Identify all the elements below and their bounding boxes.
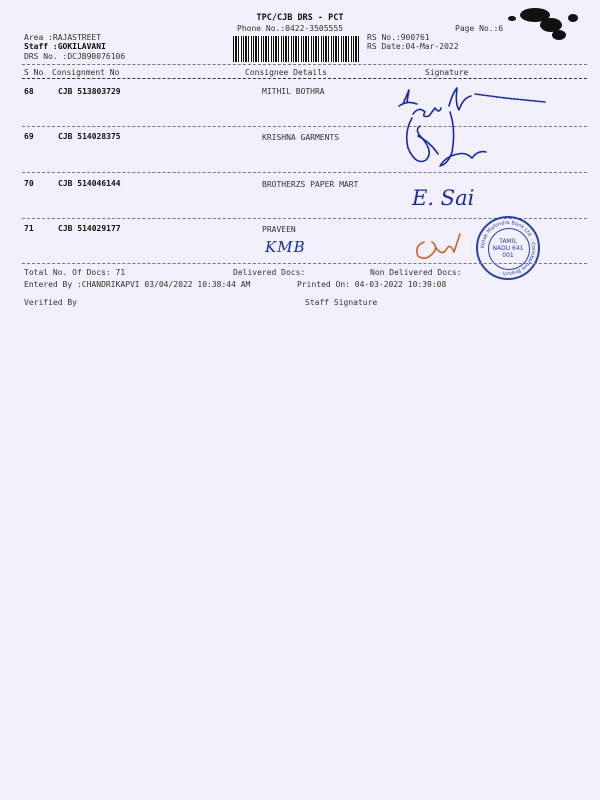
area-label: Area :RAJASTREET (24, 33, 102, 42)
rs-date: RS Date:04-Mar-2022 (367, 42, 459, 51)
stamp-center-text: TAMIL NADU 641 001 (492, 238, 524, 259)
total-docs: Total No. Of Docs: 71 (24, 268, 126, 277)
printed-on: Printed On: 04-03-2022 10:39:08 (297, 280, 447, 289)
stamp-ring-text: Kotak Mahindra Bank Ltd. · Coimbatore Branch · (479, 219, 537, 277)
delivered-docs: Delivered Docs: (233, 268, 306, 277)
col-sno: S No (24, 68, 44, 77)
staff-label: Staff :GOKILAVANI (24, 42, 106, 51)
row-consignment: CJB 513803729 (58, 87, 121, 96)
row-consignee: KRISHNA GARMENTS (262, 133, 340, 142)
col-consignment: Consignment No (52, 68, 120, 77)
row-consignee: PRAVEEN (262, 225, 296, 234)
column-divider (22, 78, 587, 79)
row-divider (22, 263, 587, 264)
rs-number: RS No.:900761 (367, 33, 430, 42)
signature-mark (410, 226, 470, 266)
handwritten-initials: KMB (265, 238, 306, 256)
row-consignment: CJB 514028375 (58, 132, 121, 141)
row-sno: 69 (24, 132, 34, 141)
barcode (233, 36, 359, 62)
row-consignment: CJB 514046144 (58, 179, 121, 188)
signature-mark (400, 108, 490, 176)
verified-by: Verified By (24, 298, 77, 307)
staff-signature: Staff Signature (305, 298, 378, 307)
page-number: Page No.:6 (455, 24, 504, 33)
col-consignee: Consignee Details (245, 68, 327, 77)
row-sno: 70 (24, 179, 34, 188)
row-sno: 71 (24, 224, 34, 233)
row-divider (22, 126, 587, 127)
row-consignee: BROTHERZS PAPER MART (262, 180, 359, 189)
drs-number: DRS No. :DCJB90076106 (24, 52, 126, 61)
row-consignment: CJB 514029177 (58, 224, 121, 233)
phone-number: Phone No.:0422-3505555 (237, 24, 343, 33)
header-divider (22, 64, 587, 65)
entered-by: Entered By :CHANDRIKAPVI 03/04/2022 10:38:44 AM (24, 280, 251, 289)
document-title: TPC/CJB DRS - PCT (256, 13, 344, 23)
non-delivered-docs: Non Delivered Docs: (370, 268, 462, 277)
col-signature: Signature (425, 68, 469, 77)
row-sno: 68 (24, 87, 34, 96)
bank-stamp (476, 216, 540, 280)
signature-text: E. Sai (412, 186, 475, 210)
row-divider (22, 172, 587, 173)
row-consignee: MITHIL BOTHRA (262, 87, 325, 96)
